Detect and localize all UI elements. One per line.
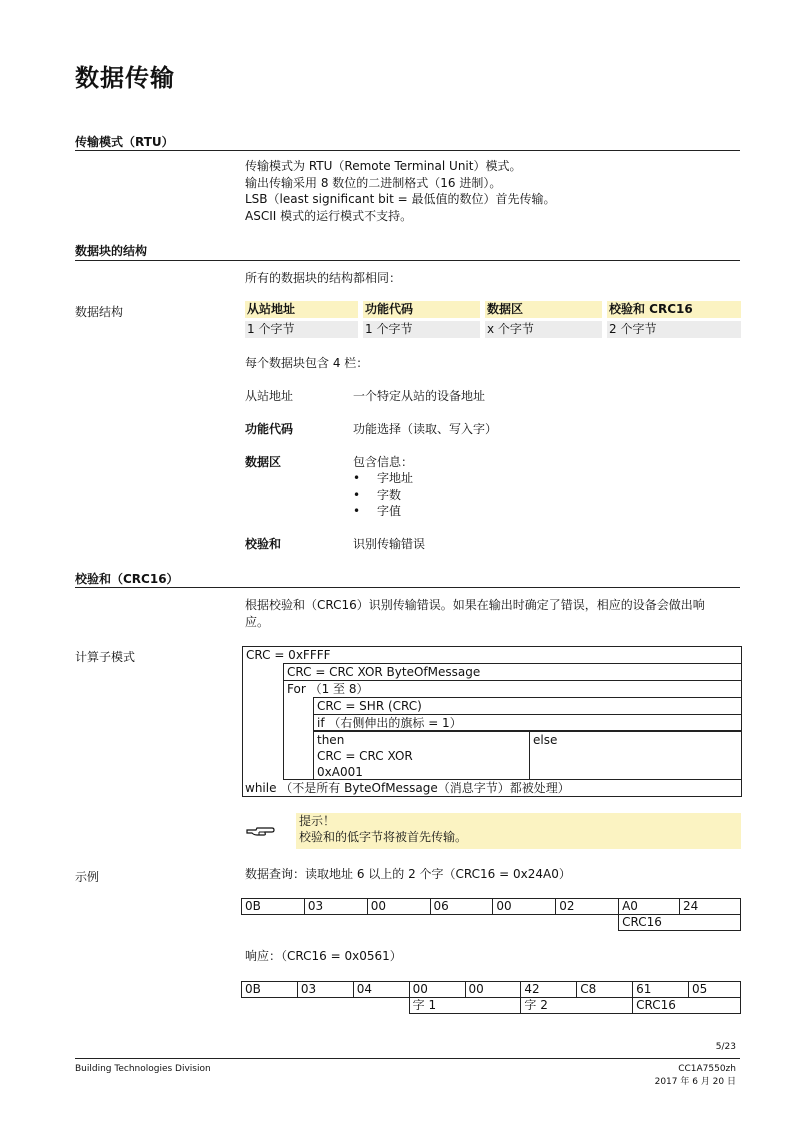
table-row	[242, 998, 741, 1014]
page-title: 数据传输	[75, 64, 175, 92]
word-cell: 字 1	[409, 998, 521, 1014]
byte-cell: 02	[556, 899, 619, 915]
footer-doc-info	[655, 1064, 736, 1087]
algo-while: while （不是所有 ByteOfMessage（消息字节）都被处理）	[245, 781, 570, 795]
pointing-hand-icon	[245, 821, 275, 841]
footer-division: Building Technologies Division	[75, 1064, 211, 1074]
crc-description: 根据校验和（CRC16）识别传输错误。如果在输出时确定了错误，相应的设备会做出响 应。	[245, 598, 705, 629]
structure-header: 校验和 CRC16	[607, 301, 741, 318]
example-query: 数据查询：读取地址 6 以上的 2 个字（CRC16 = 0x24A0）	[245, 867, 571, 881]
query-bytes-table	[241, 898, 741, 931]
byte-cell: 00	[367, 899, 430, 915]
byte-cell: 00	[409, 982, 465, 998]
note-title: 提示！	[299, 814, 336, 828]
example-response: 响应：（CRC16 = 0x0561）	[245, 949, 402, 963]
structure-header: 功能代码	[363, 301, 480, 318]
byte-cell: C8	[577, 982, 633, 998]
footer-divider	[75, 1058, 740, 1059]
field-desc: 识别传输错误	[353, 537, 426, 551]
field-desc: 功能选择（读取、写入字）	[353, 422, 498, 436]
structure-header: 数据区	[485, 301, 602, 318]
algo-for: For （1 至 8）	[283, 680, 742, 780]
field-name: 从站地址	[245, 389, 294, 403]
structure-label: 数据结构	[75, 305, 124, 319]
algo-loop-bytes: CRC = CRC XOR ByteOfMessage	[283, 663, 742, 780]
note-text: 校验和的低字节将被首先传输。	[299, 830, 468, 844]
byte-cell: 03	[297, 982, 353, 998]
rtu-line: LSB（least significant bit = 最低值的数位）首先传输。	[245, 192, 556, 206]
rtu-line: 输出传输采用 8 数位的二进制格式（16 进制）。	[245, 175, 502, 190]
table-row	[242, 899, 741, 915]
byte-cell: 03	[304, 899, 367, 915]
byte-cell: 00	[465, 982, 521, 998]
structure-value: 1 个字节	[245, 321, 358, 338]
crc-cell: CRC16	[633, 998, 741, 1014]
byte-cell: 0B	[242, 899, 305, 915]
algo-then: then CRC = CRC XOR 0xA001	[313, 731, 530, 780]
field-desc: 包含信息：	[353, 455, 414, 469]
algo-shr: CRC = SHR (CRC)	[313, 697, 742, 780]
section-heading-structure: 数据块的结构	[75, 244, 148, 258]
note-content	[296, 813, 741, 849]
byte-cell: 04	[353, 982, 409, 998]
algo-if: if （右侧伸出的旗标 = 1）	[313, 714, 742, 731]
field-desc: 一个特定从站的设备地址	[353, 389, 486, 403]
structure-header: 从站地址	[245, 301, 358, 318]
doc-id: CC1A7550zh	[678, 1064, 736, 1074]
page-number: 5/23	[715, 1042, 736, 1052]
table-row	[242, 915, 741, 931]
doc-date: 2017 年 6 月 20 日	[654, 1077, 736, 1087]
rtu-line: ASCII 模式的运行模式不支持。	[245, 208, 413, 223]
section-divider	[75, 260, 740, 261]
section-divider	[75, 150, 740, 151]
structure-intro: 所有的数据块的结构都相同：	[245, 271, 402, 285]
byte-cell: 00	[493, 899, 556, 915]
byte-cell: 42	[521, 982, 577, 998]
field-name: 数据区	[245, 455, 282, 469]
section-heading-rtu: 传输模式（RTU）	[75, 135, 174, 149]
list-item: • 字数	[353, 487, 402, 502]
crc-label: 计算子模式	[75, 650, 136, 664]
structure-value: 2 个字节	[607, 321, 741, 338]
byte-cell: A0	[619, 899, 680, 915]
rtu-line: 传输模式为 RTU（Remote Terminal Unit）模式。	[245, 159, 522, 173]
list-item: • 字值	[353, 504, 402, 518]
section-divider	[75, 587, 740, 588]
response-bytes-table	[241, 981, 741, 1014]
byte-cell: 06	[430, 899, 493, 915]
fields-intro: 每个数据块包含 4 栏：	[245, 356, 369, 370]
rtu-description	[245, 158, 556, 224]
example-label: 示例	[75, 870, 100, 884]
byte-cell: 05	[689, 982, 741, 998]
list-item: • 字地址	[353, 471, 414, 485]
note-box	[245, 813, 741, 849]
structure-value: x 个字节	[485, 321, 602, 338]
crc-cell: CRC16	[619, 915, 741, 931]
algo-else: else	[529, 731, 742, 780]
field-name: 功能代码	[245, 422, 294, 436]
word-cell: 字 2	[521, 998, 633, 1014]
structure-value: 1 个字节	[363, 321, 480, 338]
byte-cell: 24	[680, 899, 741, 915]
byte-cell: 0B	[242, 982, 298, 998]
algo-outer: CRC = 0xFFFF	[242, 646, 742, 797]
section-heading-crc: 校验和（CRC16）	[75, 572, 179, 586]
byte-cell: 61	[633, 982, 689, 998]
bullet-list	[353, 470, 413, 520]
field-name: 校验和	[245, 537, 282, 551]
table-row	[242, 982, 741, 998]
